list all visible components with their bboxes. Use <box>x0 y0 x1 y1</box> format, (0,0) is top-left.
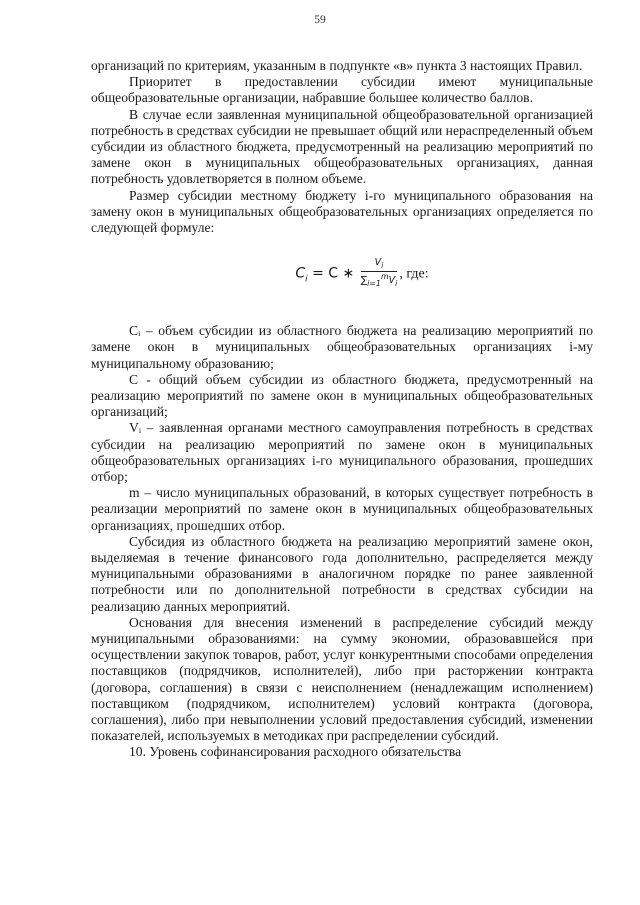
definition-vi: Vᵢ – заявленная органами местного самоуправления потребность в средствах субсидии на реализацию мероприятий по замене окон в муниципальных общеобразовательных организациях i-го муниципального образования, прошедших отбор; <box>91 420 593 484</box>
formula-sum-upper: m <box>380 272 389 282</box>
document-body <box>91 58 593 761</box>
subsidy-formula <box>131 258 593 289</box>
formula-numerator-sub: i <box>381 261 384 271</box>
formula-sum-symbol: ∑ <box>360 275 368 287</box>
paragraph-10-heading: 10. Уровень софинансирования расходного обязательства <box>129 744 462 760</box>
paragraph-change-grounds: Основания для внесения изменений в распределение субсидий между муниципальными образованиями: на сумму экономии, образовавшейся при осуществлении закупок товаров, работ, услуг конкурентными способами определения поставщиков (подрядчиков, исполнителей), либо при расторжении контракта (договора, соглашения) в связи с неисполнением (ненадлежащим исполнением) поставщиком (подрядчиком, исполнителем) условий контракта (договора, соглашения), либо при невыполнении условий предоставления субсидий, изменении показателей, используемых в методиках при распределении субсидий. <box>91 614 593 744</box>
paragraph-3: В случае если заявленная муниципальной общеобразовательной организацией потребность в средствах субсидии не превышает общий или нераспределенный объем субсидии из областного бюджета, предусмотренный на реализацию мероприятий по замене окон в муниципальных общеобразовательных организациях, данная потребность удовлетворяется в полном объеме. <box>91 106 593 187</box>
formula-tail: , где: <box>399 266 429 282</box>
paragraph-additional-subsidy: Субсидия из областного бюджета на реализацию мероприятий замене окон, выделяемая в течение финансового года дополнительно, распределяется между муниципальными образованиями в аналогичном порядке по ранее заявленной потребности или по дополнительной потребности в средствах субсидии на реализацию данных мероприятий. <box>91 533 593 614</box>
paragraph-2: Приоритет в предоставлении субсидии имеют муниципальные общеобразовательные организации, набравшие большее количество баллов. <box>91 74 593 106</box>
formula-denominator-sub: i <box>395 279 398 289</box>
formula-fraction <box>361 258 398 289</box>
formula-lhs: C <box>295 265 306 282</box>
definition-c: С - общий объем субсидии из областного бюджета, предусмотренный на реализацию мероприятий по замене окон в муниципальных общеобразовательных организаций; <box>91 371 593 420</box>
formula-numerator: V <box>374 257 382 269</box>
definition-m: m – число муниципальных образований, в которых существует потребность в реализации мероприятий по замене окон в муниципальных общеобразовательных организациях, прошедших отбор. <box>91 485 593 533</box>
page-number: 59 <box>314 14 326 26</box>
paragraph-4: Размер субсидии местному бюджету i-го муниципального образования на замену окон в муниципальных общеобразовательных организациях определяется по следующей формуле: <box>91 187 593 236</box>
formula-sum-lower: i=1 <box>367 279 381 289</box>
formula-eq: = C ∗ <box>307 265 359 282</box>
formula-denominator-var: V <box>388 275 396 287</box>
paragraph-1: организаций по критериям, указанным в подпункте «в» пункта 3 настоящих Правил. <box>91 58 583 73</box>
definition-ci: Сᵢ – объем субсидии из областного бюджета на реализацию мероприятий по замене окон в муниципальных общеобразовательных организациях i-му муниципальному образованию; <box>91 323 593 371</box>
formula-lhs-sub: i <box>305 274 308 285</box>
